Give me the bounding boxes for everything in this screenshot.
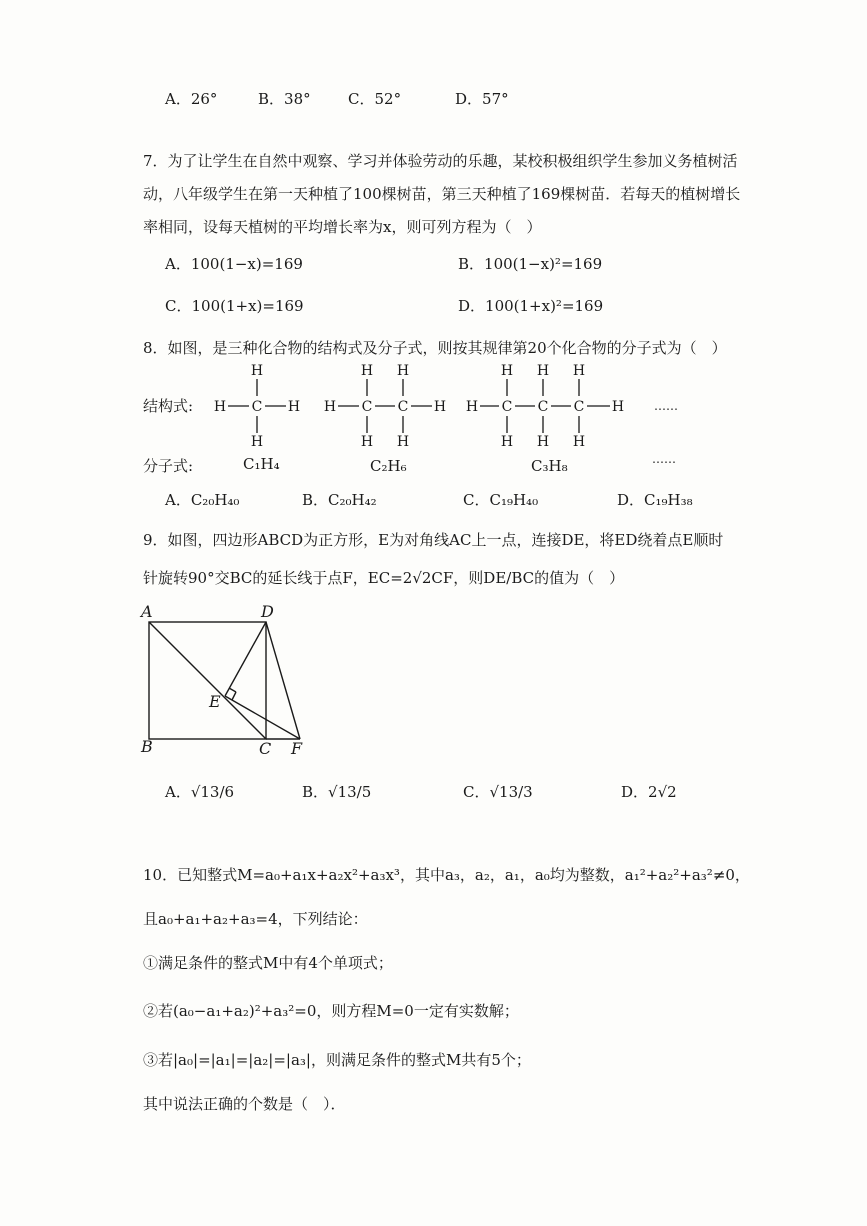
atom-h: H bbox=[396, 434, 410, 450]
q9-option-a: A．√13/6 bbox=[165, 783, 235, 801]
q10-question: 其中说法正确的个数是（ ）． bbox=[143, 1095, 346, 1113]
q9-line-1: 9．如图，四边形ABCD为正方形，E为对角线AC上一点，连接DE，将ED绕着点E顺时 bbox=[143, 531, 724, 549]
q7-option-d: D．100(1+x)²=169 bbox=[458, 297, 604, 315]
q6-option-a: A．26° bbox=[165, 90, 218, 108]
atom-h: H bbox=[500, 434, 514, 450]
atom-c: C bbox=[397, 399, 409, 415]
atom-h: H bbox=[287, 399, 301, 415]
q10-statement-3: ③若|a₀|=|a₁|=|a₂|=|a₃|，则满足条件的整式M共有5个； bbox=[143, 1051, 531, 1069]
atom-h: H bbox=[536, 363, 550, 379]
q7-line-1: 7．为了让学生在自然中观察、学习并体验劳动的乐趣，某校积极组织学生参加义务植树活 bbox=[143, 152, 738, 170]
q8-stem: 8．如图，是三种化合物的结构式及分子式，则按其规律第20个化合物的分子式为（ ） bbox=[143, 339, 727, 357]
atom-h: H bbox=[360, 434, 374, 450]
q9-option-c: C．√13/3 bbox=[463, 783, 533, 801]
q10-line-2: 且a₀+a₁+a₂+a₃=4，下列结论： bbox=[143, 910, 368, 928]
q8-option-a: A．C₂₀H₄₀ bbox=[165, 491, 240, 509]
q7-line-2: 动，八年级学生在第一天种植了100棵树苗，第三天种植了169棵树苗．若每天的植树增长 bbox=[143, 185, 741, 203]
q9-option-b: B．√13/5 bbox=[302, 783, 372, 801]
q6-option-c: C．52° bbox=[348, 90, 402, 108]
segment-de bbox=[225, 622, 266, 696]
atom-c: C bbox=[361, 399, 373, 415]
q10-statement-1: ①满足条件的整式M中有4个单项式； bbox=[143, 954, 393, 972]
point-c-label: C bbox=[259, 739, 272, 758]
atom-h: H bbox=[213, 399, 227, 415]
atom-h: H bbox=[572, 434, 586, 450]
atom-h: H bbox=[250, 363, 264, 379]
q8-structure-label: 结构式: bbox=[143, 397, 194, 415]
q8-option-b: B．C₂₀H₄₂ bbox=[302, 491, 377, 509]
q10-statement-2: ②若(a₀−a₁+a₂)²+a₃²=0，则方程M=0一定有实数解； bbox=[143, 1002, 519, 1020]
molecule-2 bbox=[324, 363, 446, 450]
point-d-label: D bbox=[261, 602, 274, 621]
q7-option-b: B．100(1−x)²=169 bbox=[458, 255, 603, 273]
q7-line-3: 率相同，设每天植树的平均增长率为x，则可列方程为（ ） bbox=[143, 218, 542, 236]
point-e-label: E bbox=[209, 692, 221, 711]
q8-option-c: C．C₁₉H₄₀ bbox=[463, 491, 539, 509]
atom-h: H bbox=[572, 363, 586, 379]
atom-h: H bbox=[500, 363, 514, 379]
atom-h: H bbox=[360, 363, 374, 379]
atom-c: C bbox=[537, 399, 549, 415]
atom-c: C bbox=[501, 399, 513, 415]
segment-df bbox=[266, 622, 300, 739]
atom-c: C bbox=[251, 399, 263, 415]
q8-option-d: D．C₁₉H₃₈ bbox=[617, 491, 693, 509]
q10-line-1: 10．已知整式M=a₀+a₁x+a₂x²+a₃x³，其中a₃，a₂，a₁，a₀均为整数，a₁²+a₂²+a₃²≠0， bbox=[143, 866, 750, 884]
q9-option-d: D．2√2 bbox=[621, 783, 677, 801]
molecule-3 bbox=[466, 363, 624, 450]
q8-formula-3: C₃H₈ bbox=[531, 457, 568, 475]
q9-square-diagram bbox=[135, 600, 320, 760]
right-angle-mark bbox=[232, 692, 236, 700]
q8-structure-ellipsis: …… bbox=[654, 399, 678, 413]
q7-option-c: C．100(1+x)=169 bbox=[165, 297, 304, 315]
point-f-label: F bbox=[291, 739, 303, 758]
point-b-label: B bbox=[141, 737, 153, 756]
q7-option-a: A．100(1−x)=169 bbox=[165, 255, 303, 273]
q9-line-2: 针旋转90°交BC的延长线于点F，EC=2√2CF，则DE/BC的值为（ ） bbox=[143, 569, 625, 587]
atom-c: C bbox=[573, 399, 585, 415]
atom-h: H bbox=[433, 399, 447, 415]
molecule-1 bbox=[214, 363, 300, 450]
atom-h: H bbox=[250, 434, 264, 450]
atom-h: H bbox=[396, 363, 410, 379]
atom-h: H bbox=[611, 399, 625, 415]
diagonal-ac bbox=[149, 622, 266, 739]
atom-h: H bbox=[536, 434, 550, 450]
q8-structure-diagram bbox=[200, 358, 700, 458]
right-angle-mark bbox=[229, 688, 236, 692]
atom-h: H bbox=[323, 399, 337, 415]
q8-formula-2: C₂H₆ bbox=[370, 457, 407, 475]
q8-formula-label: 分子式: bbox=[143, 457, 194, 475]
q6-option-b: B．38° bbox=[258, 90, 311, 108]
q8-formula-ellipsis: …… bbox=[652, 452, 676, 466]
atom-h: H bbox=[465, 399, 479, 415]
point-a-label: A bbox=[141, 602, 153, 621]
q6-option-d: D．57° bbox=[455, 90, 509, 108]
q8-formula-1: C₁H₄ bbox=[243, 455, 280, 473]
